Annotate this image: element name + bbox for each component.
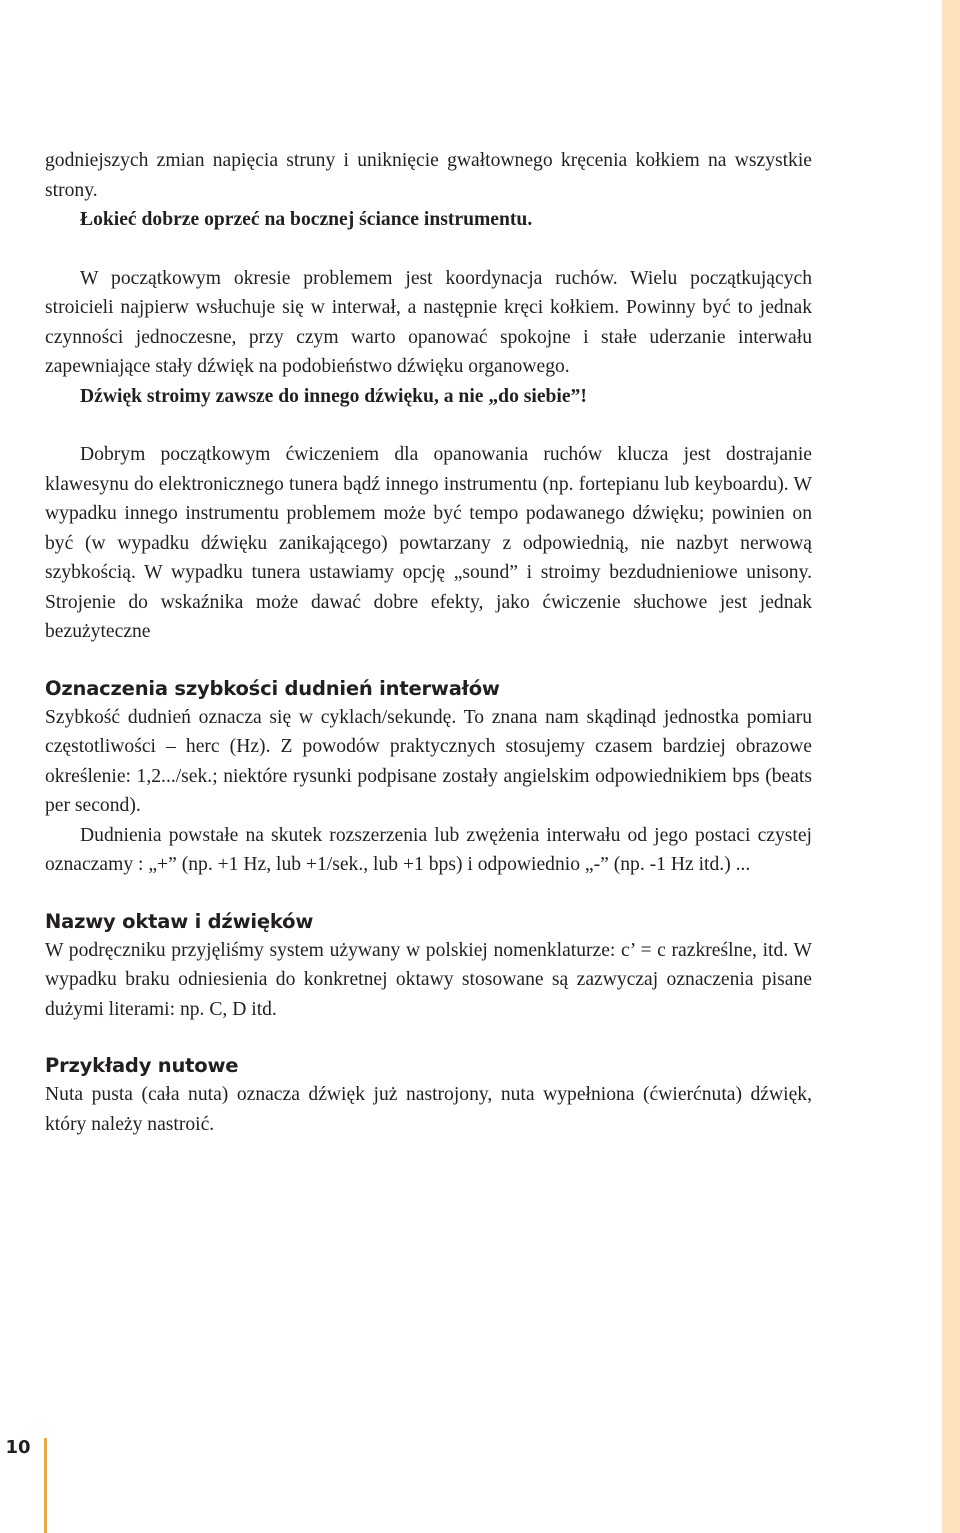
section-paragraph: Szybkość dudnień oznacza się w cyklach/sekundę. To znana nam skądinąd jednostka pomiaru częstotliwości – herc (Hz). Z powodów praktycznych stosujemy czasem bardziej obrazowe określenie: 1,2.../sek.; niektóre rysunki podpisane zostały angielskim odpowiednikiem bps (beats per second). [45,706,812,816]
side-color-strip [942,0,960,1533]
section-paragraph: Dudnienia powstałe na skutek rozszerzenia lub zwężenia interwału od jego postaci czystej oznaczamy : „+” (np. +1 Hz, lub +1/sek., lub +1 bps) i odpowiednio „-” (np. -1 Hz itd.) ... [45,824,812,875]
section-heading-note-examples: Przykłady nutowe [45,1054,239,1077]
paragraph-elbow-tip: Łokieć dobrze oprzeć na bocznej ściance instrumentu. [80,209,533,230]
section-paragraph: Nuta pusta (cała nuta) oznacza dźwięk już nastrojony, nuta wypełniona (ćwierćnuta) dźwięk, który należy nastroić. [45,1084,812,1135]
section-paragraph: W podręczniku przyjęliśmy system używany w polskiej nomenklaturze: c’ = c razkreślne, itd. W wypadku braku odniesienia do konkretnej oktawy stosowane są zazwyczaj oznaczenia pisane dużymi literami: np. C, D itd. [45,939,812,1020]
page-number: 10 [5,1437,31,1458]
section-heading-beat-speed: Oznaczenia szybkości dudnień interwałów [45,676,500,700]
paragraph-exercise: Dobrym początkowym ćwiczeniem dla opanowania ruchów klucza jest dostrajanie klawesynu do elektronicznego tunera bądź innego instrumentu (np. fortepianu lub keyboardu). W wypadku innego instrumentu problemem może być tempo podawanego dźwięku; powinien on być (w wypadku dźwięku zanikającego) powtarzany z odpowiednią, nie nazbyt nerwową szybkością. W wypadku tunera ustawiamy opcję „sound” i stroimy bezdudnieniowe unisony. Strojenie do wskaźnika może dawać dobre efekty, jako ćwiczenie słuchowe jest jednak bezużyteczne [45,444,812,642]
page-number-rule [44,1438,47,1533]
page-content [45,146,812,1139]
section-heading-octave-names: Nazwy oktaw i dźwięków [45,909,314,933]
paragraph-coordination: W początkowym okresie problemem jest koordynacja ruchów. Wielu początkujących stroicieli najpierw wsłuchuje się w interwał, a następnie kręci kołkiem. Powinny być to jednak czynności jednoczesne, przy czym warto opanować spokojne i stałe uderzanie interwału zapewniające stały dźwięk na podobieństwo dźwięku organowego. [45,267,812,377]
paragraph-continuation: godniejszych zmian napięcia struny i uniknięcie gwałtownego kręcenia kołkiem na wszystkie strony. [45,150,812,201]
paragraph-tuning-rule: Dźwięk stroimy zawsze do innego dźwięku, a nie „do siebie”! [80,385,587,407]
